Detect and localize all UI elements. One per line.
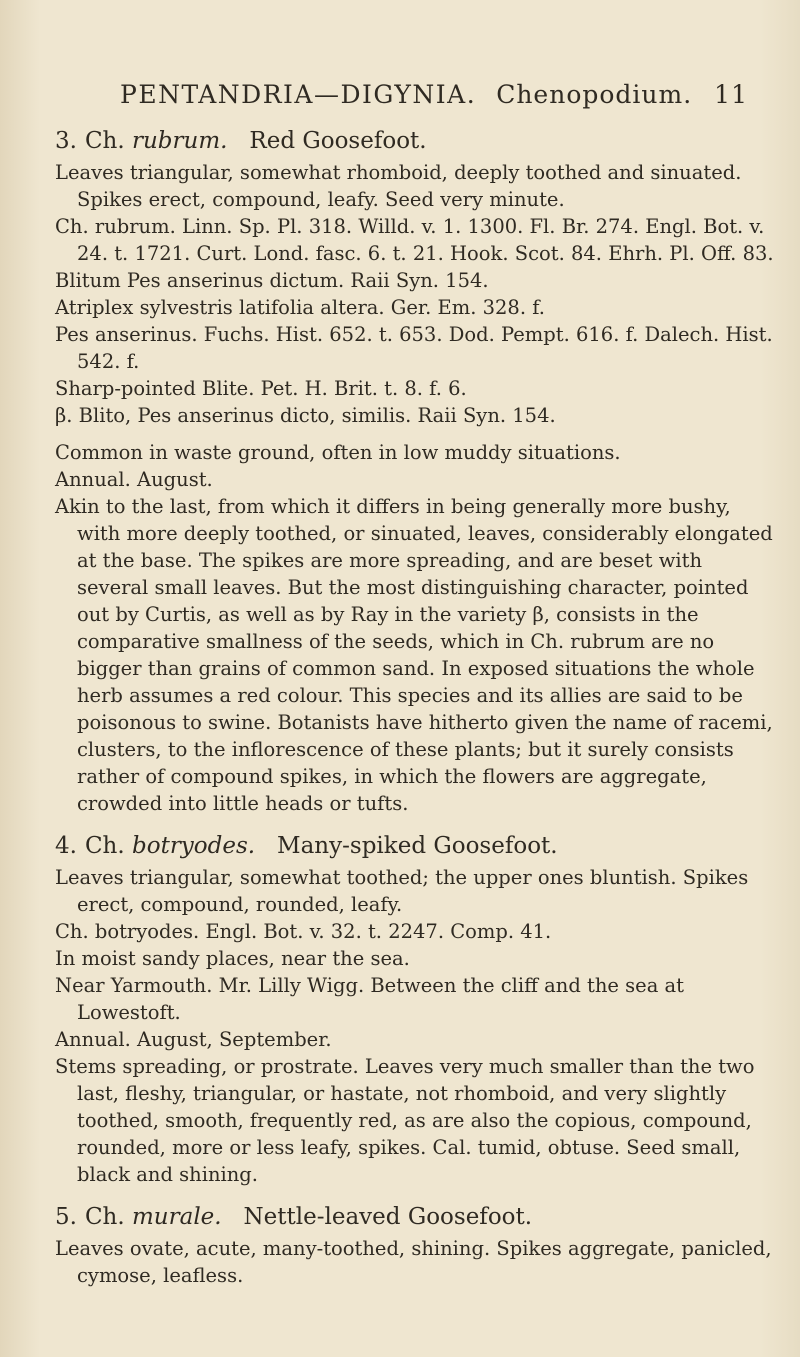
synonym: Ch. rubrum. Linn. Sp. Pl. 318. Willd. v. 1. 1300. Fl. Br. 274. Engl. Bot. v. 24. t. 1721. Curt. Lond. fasc. 6. t. 21. Hook. Scot. 84. Ehrh. Pl. Off. 83. bbox=[55, 215, 774, 265]
synonym: Sharp-pointed Blite. Pet. H. Brit. t. 8. f. 6. bbox=[55, 377, 467, 400]
duration: Annual. August. bbox=[55, 468, 213, 491]
habitat: Common in waste ground, often in low muddy situations. bbox=[55, 441, 621, 464]
species-heading: 4. Ch. botryodes. Many-spiked Goosefoot. bbox=[55, 833, 558, 859]
species-heading: 5. Ch. murale. Nettle-leaved Goosefoot. bbox=[55, 1204, 533, 1230]
running-genus: Chenopodium. bbox=[496, 80, 693, 109]
diagnosis: Leaves triangular, somewhat toothed; the upper ones bluntish. Spikes erect, compound, rounded, leafy. bbox=[55, 866, 749, 916]
synonym: Pes anserinus. Fuchs. Hist. 652. t. 653. Dod. Pempt. 616. f. Dalech. Hist. 542. f. bbox=[55, 323, 773, 373]
description: Akin to the last, from which it differs in being generally more bushy, with more deeply toothed, or sinuated, leaves, considerably elongated at the base. The spikes are more spreading, and are beset with several small leaves. But the most distinguishing character, pointed out by Curtis, as well as by Ray in the variety β, consists in the comparative smallness of the seeds, which in Ch. rubrum are no bigger than grains of common sand. In exposed situations the whole herb assumes a red colour. This species and its allies are said to be poisonous to swine. Botanists have hitherto given the name of racemi, clusters, to the inflorescence of these plants; but it surely consists rather of compound spikes, in which the flowers are aggregate, crowded into little heads or tufts. bbox=[55, 495, 773, 815]
page-body bbox=[55, 128, 775, 1289]
habitat: In moist sandy places, near the sea. bbox=[55, 947, 410, 970]
diagnosis: Leaves ovate, acute, many-toothed, shining. Spikes aggregate, panicled, cymose, leafless. bbox=[55, 1237, 772, 1287]
running-title: PENTANDRIA—DIGYNIA. bbox=[120, 80, 477, 109]
duration: Annual. August, September. bbox=[55, 1028, 332, 1051]
synonym: Atriplex sylvestris latifolia altera. Ger. Em. 328. f. bbox=[55, 296, 545, 319]
locality: Near Yarmouth. Mr. Lilly Wigg. Between the cliff and the sea at Lowestoft. bbox=[55, 974, 684, 1024]
variety: β. Blito, Pes anserinus dicto, similis. Raii Syn. 154. bbox=[55, 404, 556, 427]
synonym: Ch. botryodes. Engl. Bot. v. 32. t. 2247. Comp. 41. bbox=[55, 920, 552, 943]
running-head bbox=[120, 80, 770, 109]
description: Stems spreading, or prostrate. Leaves very much smaller than the two last, fleshy, triangular, or hastate, not rhomboid, and very slightly toothed, smooth, frequently red, as are also the copious, compound, rounded, more or less leafy, spikes. Cal. tumid, obtuse. Seed small, black and shining. bbox=[55, 1055, 755, 1186]
synonym: Blitum Pes anserinus dictum. Raii Syn. 154. bbox=[55, 269, 489, 292]
page-number: 11 bbox=[714, 80, 748, 109]
diagnosis: Leaves triangular, somewhat rhomboid, deeply toothed and sinuated. Spikes erect, compound, leafy. Seed very minute. bbox=[55, 161, 742, 211]
species-heading: 3. Ch. rubrum. Red Goosefoot. bbox=[55, 128, 427, 154]
